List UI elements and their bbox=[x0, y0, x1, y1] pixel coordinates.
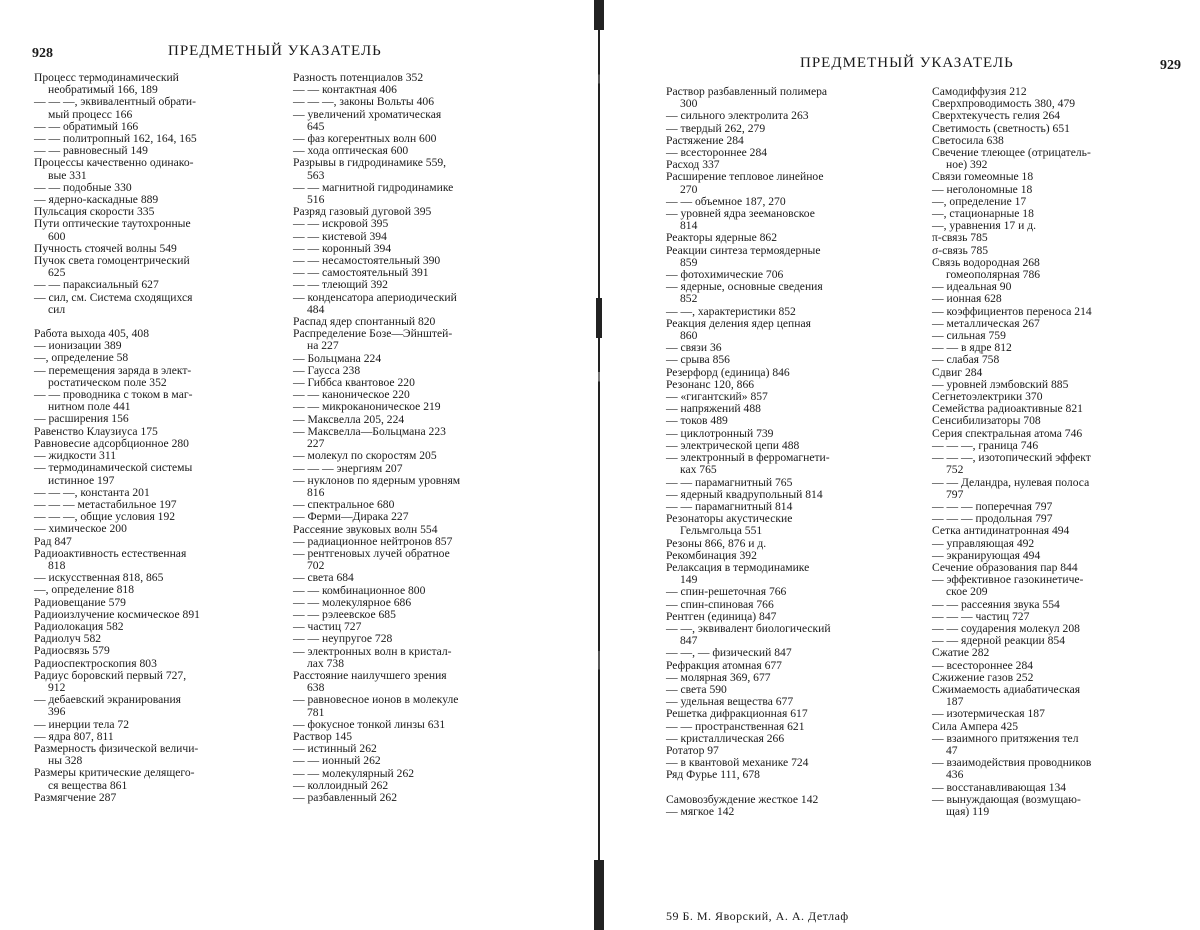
index-entry: Свечение тлеющее (отрицатель- bbox=[932, 146, 1091, 160]
index-entry: Светосила 638 bbox=[932, 133, 1004, 147]
index-entry-continuation: 797 bbox=[946, 487, 964, 501]
index-entry: Рекомбинация 392 bbox=[666, 548, 757, 562]
index-column-2 bbox=[932, 86, 1200, 818]
index-entry-continuation: 600 bbox=[48, 229, 66, 243]
index-entry: Раствор разбавленный полимера bbox=[666, 85, 828, 98]
index-entry: Размерность физической величи- bbox=[34, 741, 199, 755]
index-entry: — экранирующая 494 bbox=[932, 548, 1041, 562]
index-entry-continuation: 645 bbox=[307, 119, 325, 133]
index-entry: — уровней лэмбовский 885 bbox=[932, 377, 1069, 391]
index-entry-continuation: на 227 bbox=[307, 339, 339, 353]
index-entry: —, определение 818 bbox=[34, 583, 135, 597]
index-entry: — —, характеристики 852 bbox=[666, 304, 796, 318]
index-entry-continuation: 859 bbox=[680, 255, 698, 269]
index-entry: — — каноническое 220 bbox=[293, 388, 410, 402]
index-entry: — неголономные 18 bbox=[932, 182, 1033, 196]
index-entry: Серия спектральная атома 746 bbox=[932, 426, 1083, 440]
page-footer: 59 Б. М. Яворский, А. А. Детлаф bbox=[666, 909, 849, 923]
index-entry: Радиоизлучение космическое 891 bbox=[34, 607, 200, 621]
index-entry: Процесс термодинамический bbox=[34, 71, 179, 84]
index-entry: Процессы качественно одинако- bbox=[34, 156, 194, 170]
index-entry-continuation: 516 bbox=[307, 193, 325, 207]
index-entry-continuation: 484 bbox=[307, 302, 325, 316]
index-entry: —, стационарные 18 bbox=[932, 207, 1034, 221]
index-entry: Расширение тепловое линейное bbox=[666, 170, 824, 184]
index-entry: — — —, законы Вольты 406 bbox=[293, 95, 434, 109]
index-entry: — в квантовой механике 724 bbox=[666, 756, 809, 770]
index-entry-continuation: 860 bbox=[680, 329, 698, 343]
index-entry: —, уравнения 17 и д. bbox=[932, 219, 1036, 233]
index-entry: — — —, изотопический эффект bbox=[932, 451, 1091, 465]
index-entry-continuation: лах 738 bbox=[307, 656, 345, 670]
index-entry: — — — частиц 727 bbox=[932, 609, 1030, 623]
index-entry: — слабая 758 bbox=[932, 353, 1000, 367]
index-entry: Размеры критические делящего- bbox=[34, 766, 195, 780]
index-entry: — уровней ядра зеемановское bbox=[666, 207, 815, 221]
index-entry: Резоны 866, 876 и д. bbox=[666, 536, 767, 550]
index-entry: — эффективное газокинетиче- bbox=[932, 573, 1084, 587]
index-entry: — —, — физический 847 bbox=[666, 646, 792, 660]
index-entry: — ионная 628 bbox=[932, 292, 1002, 306]
index-entry-continuation: щая) 119 bbox=[946, 804, 990, 818]
index-entry: Радиоактивность естественная bbox=[34, 546, 187, 560]
index-entry: Сжатие 282 bbox=[932, 646, 990, 660]
index-entry: — искусственная 818, 865 bbox=[34, 571, 164, 585]
index-entry: — Гиббса квантовое 220 bbox=[293, 376, 415, 390]
index-entry-continuation: истинное 197 bbox=[48, 473, 115, 487]
index-entry: — — тлеющий 392 bbox=[293, 278, 388, 292]
index-entry: — сильного электролита 263 bbox=[666, 109, 809, 123]
index-entry: Сила Ампера 425 bbox=[932, 719, 1019, 733]
index-entry: Резонанс 120, 866 bbox=[666, 377, 755, 391]
index-entry: — ядерно-каскадные 889 bbox=[34, 193, 159, 207]
index-entry: — токов 489 bbox=[666, 414, 728, 428]
index-entry-continuation: ны 328 bbox=[48, 754, 83, 768]
index-entry: — электрической цепи 488 bbox=[666, 438, 800, 452]
index-entry: Светимость (светность) 651 bbox=[932, 121, 1070, 135]
index-entry: — ядра 807, 811 bbox=[34, 729, 114, 743]
index-entry: — — несамостоятельный 390 bbox=[293, 254, 441, 268]
index-entry-continuation: 816 bbox=[307, 485, 325, 499]
index-entry: — — рассеяния звука 554 bbox=[932, 597, 1060, 611]
index-entry: — химическое 200 bbox=[34, 522, 127, 536]
index-entry-continuation: 847 bbox=[680, 634, 698, 648]
index-column-1 bbox=[666, 86, 928, 818]
index-entry: — — объемное 187, 270 bbox=[666, 194, 786, 208]
index-entry: — ядерный квадрупольный 814 bbox=[666, 487, 823, 501]
index-entry: — радиационное нейтронов 857 bbox=[293, 534, 453, 548]
index-entry: Сегнетоэлектрики 370 bbox=[932, 390, 1043, 404]
left-page bbox=[0, 0, 590, 930]
index-entry: Сдвиг 284 bbox=[932, 365, 983, 379]
index-entry-continuation: 563 bbox=[307, 168, 325, 182]
index-entry: Резонаторы акустические bbox=[666, 512, 793, 526]
index-entry: — молекул по скоростям 205 bbox=[293, 449, 437, 463]
index-entry: — — комбинационное 800 bbox=[293, 583, 426, 597]
page-number: 929 bbox=[1160, 58, 1181, 73]
page-header: ПРЕДМЕТНЫЙ УКАЗАТЕЛЬ bbox=[168, 43, 382, 59]
index-entry: — — контактная 406 bbox=[293, 83, 397, 97]
index-entry: Равновесие адсорбционное 280 bbox=[34, 436, 189, 450]
index-entry: — — пространственная 621 bbox=[666, 719, 805, 733]
index-entry: — Максвелла—Больцмана 223 bbox=[293, 424, 446, 438]
index-entry: — расширения 156 bbox=[34, 412, 129, 426]
index-entry: — фокусное тонкой линзы 631 bbox=[293, 717, 446, 731]
index-entry: Расстояние наилучшего зрения bbox=[293, 668, 447, 682]
index-entry-continuation: 149 bbox=[680, 573, 698, 587]
index-entry: — — рэлеевское 685 bbox=[293, 607, 396, 621]
index-entry: — — неупругое 728 bbox=[293, 632, 393, 646]
index-entry-continuation: 187 bbox=[946, 695, 964, 709]
index-entry: — — — метастабильное 197 bbox=[34, 497, 177, 511]
index-entry: — —, эквивалент биологический bbox=[666, 621, 831, 635]
index-entry: — разбавленный 262 bbox=[293, 790, 398, 804]
index-entry: — перемещения заряда в элект- bbox=[34, 363, 192, 377]
index-entry: Раствор 145 bbox=[293, 729, 353, 743]
index-entry: Сенсибилизаторы 708 bbox=[932, 414, 1041, 428]
index-entry: — электронный в ферромагнети- bbox=[666, 451, 830, 465]
index-entry: — сил, см. Система сходящихся bbox=[34, 290, 193, 304]
index-entry: Распад ядер спонтанный 820 bbox=[293, 315, 436, 329]
index-entry: — спин-спиновая 766 bbox=[666, 597, 774, 611]
index-entry-continuation: гомеополярная 786 bbox=[946, 268, 1041, 282]
index-entry: — — — энергиям 207 bbox=[293, 461, 403, 475]
index-entry: — удельная вещества 677 bbox=[666, 695, 794, 709]
index-entry: — — коронный 394 bbox=[293, 241, 392, 255]
index-entry-continuation: 852 bbox=[680, 292, 698, 306]
index-entry: — — —, граница 746 bbox=[932, 438, 1039, 452]
index-entry: — света 684 bbox=[293, 571, 354, 585]
index-entry-continuation: ростатическом поле 352 bbox=[48, 375, 167, 389]
index-entry-continuation: вые 331 bbox=[48, 168, 87, 182]
index-entry-continuation: ках 765 bbox=[680, 463, 717, 477]
index-entry: Семейства радиоактивные 821 bbox=[932, 402, 1083, 416]
index-entry: — металлическая 267 bbox=[932, 316, 1040, 330]
index-entry: Реакция деления ядер цепная bbox=[666, 316, 811, 330]
index-entry: — рентгеновых лучей обратное bbox=[293, 546, 450, 560]
index-entry: — — ионный 262 bbox=[293, 754, 381, 768]
index-entry: — фотохимические 706 bbox=[666, 268, 784, 282]
index-entry: Рассеяние звуковых волн 554 bbox=[293, 522, 438, 536]
index-entry: Самовозбуждение жесткое 142 bbox=[666, 792, 819, 806]
index-entry-continuation: 781 bbox=[307, 705, 325, 719]
index-entry: — «гигантский» 857 bbox=[666, 390, 768, 404]
index-entry: Радиус боровский первый 727, bbox=[34, 668, 187, 682]
index-entry: — — искровой 395 bbox=[293, 217, 389, 231]
index-column-2 bbox=[293, 72, 561, 804]
index-entry: Работа выхода 405, 408 bbox=[34, 327, 149, 341]
index-entry: — управляющая 492 bbox=[932, 536, 1035, 550]
index-entry: Сечение образования пар 844 bbox=[932, 560, 1078, 574]
page-number: 928 bbox=[32, 46, 53, 61]
index-entry: — вынуждающая (возмущаю- bbox=[932, 792, 1081, 806]
index-entry: — истинный 262 bbox=[293, 742, 377, 756]
index-entry: — равновесное ионов в молекуле bbox=[293, 693, 459, 707]
index-entry: Радиолокация 582 bbox=[34, 619, 124, 633]
index-entry: — — политропный 162, 164, 165 bbox=[34, 132, 197, 146]
index-entry-continuation: 818 bbox=[48, 558, 66, 572]
page-header: ПРЕДМЕТНЫЙ УКАЗАТЕЛЬ bbox=[800, 55, 1014, 71]
index-entry: — молярная 369, 677 bbox=[666, 670, 771, 684]
index-entry: π-связь 785 bbox=[932, 231, 988, 245]
index-entry: — увеличений хроматическая bbox=[293, 107, 442, 121]
index-entry-continuation: мый процесс 166 bbox=[48, 107, 133, 121]
index-entry: —, определение 58 bbox=[34, 351, 129, 365]
entry-gap bbox=[666, 782, 928, 794]
index-entry: — Гаусса 238 bbox=[293, 363, 361, 377]
index-entry: Сетка антидинатронная 494 bbox=[932, 524, 1070, 538]
index-entry: Сверхпроводимость 380, 479 bbox=[932, 97, 1076, 111]
index-entry: — — — продольная 797 bbox=[932, 512, 1053, 526]
index-entry: Связи гомеомные 18 bbox=[932, 170, 1034, 184]
index-entry: Связь водородная 268 bbox=[932, 255, 1040, 269]
index-entry: Ротатор 97 bbox=[666, 743, 719, 757]
index-entry: — — молекулярное 686 bbox=[293, 595, 412, 609]
index-entry: Рефракция атомная 677 bbox=[666, 658, 782, 672]
index-entry: Равенство Клаузиуса 175 bbox=[34, 424, 158, 438]
index-entry: Пути оптические таутохронные bbox=[34, 217, 191, 231]
index-entry: — Больцмана 224 bbox=[293, 351, 382, 365]
index-entry: — восстанавливающая 134 bbox=[932, 780, 1067, 794]
index-entry-continuation: 912 bbox=[48, 680, 66, 694]
index-entry: — частиц 727 bbox=[293, 620, 362, 634]
index-entry: Рад 847 bbox=[34, 534, 72, 548]
index-entry: — — Деландра, нулевая полоса bbox=[932, 475, 1090, 489]
index-entry: — электронных волн в кристал- bbox=[293, 644, 452, 658]
index-entry: — фаз когерентных волн 600 bbox=[293, 132, 437, 146]
index-entry: — взаимного притяжения тел bbox=[932, 731, 1079, 745]
index-entry: — инерции тела 72 bbox=[34, 717, 129, 731]
index-entry: Резерфорд (единица) 846 bbox=[666, 365, 790, 379]
index-entry: — — параксиальный 627 bbox=[34, 278, 159, 292]
index-entry-continuation: 270 bbox=[680, 182, 698, 196]
index-entry: — — —, эквивалентный обрати- bbox=[34, 95, 197, 109]
index-entry-continuation: 300 bbox=[680, 97, 698, 111]
index-entry: — взаимодействия проводников bbox=[932, 756, 1092, 770]
index-entry-continuation: 752 bbox=[946, 463, 964, 477]
index-entry: — хода оптическая 600 bbox=[293, 144, 409, 158]
index-entry-continuation: 396 bbox=[48, 705, 66, 719]
index-entry: — конденсатора апериодический bbox=[293, 290, 457, 304]
index-entry: σ-связь 785 bbox=[932, 243, 989, 257]
index-entry: — изотермическая 187 bbox=[932, 707, 1045, 721]
index-entry-continuation: ное) 392 bbox=[946, 158, 988, 172]
index-entry: — — ядерной реакции 854 bbox=[932, 634, 1066, 648]
index-entry-continuation: 227 bbox=[307, 437, 325, 451]
index-entry: — — равновесный 149 bbox=[34, 144, 148, 158]
index-entry: — сильная 759 bbox=[932, 329, 1006, 343]
right-page bbox=[612, 0, 1200, 930]
index-entry: Сжижение газов 252 bbox=[932, 670, 1034, 684]
index-entry: — кристаллическая 266 bbox=[666, 731, 785, 745]
index-entry: — дебаевский экранирования bbox=[34, 693, 181, 707]
index-entry: Релаксация в термодинамике bbox=[666, 560, 810, 574]
index-entry: — — обратимый 166 bbox=[34, 119, 139, 133]
index-entry: Сжимаемость адиабатическая bbox=[932, 682, 1081, 696]
index-entry: —, определение 17 bbox=[932, 194, 1027, 208]
index-entry: Реакции синтеза термоядерные bbox=[666, 243, 821, 257]
index-entry: — — самостоятельный 391 bbox=[293, 266, 429, 280]
index-entry: Размягчение 287 bbox=[34, 790, 117, 804]
index-entry: — спин-решеточная 766 bbox=[666, 585, 787, 599]
index-entry: Пучность стоячей волны 549 bbox=[34, 241, 177, 255]
index-entry: — коллоидный 262 bbox=[293, 778, 389, 792]
index-entry-continuation: ся вещества 861 bbox=[48, 778, 128, 792]
index-entry: — спектральное 680 bbox=[293, 498, 395, 512]
index-entry: Растяжение 284 bbox=[666, 133, 744, 147]
index-entry: — жидкости 311 bbox=[34, 449, 117, 463]
index-entry: — — проводника с током в маг- bbox=[34, 388, 193, 402]
book-gutter bbox=[594, 0, 608, 930]
index-entry: — — —, константа 201 bbox=[34, 485, 150, 499]
index-entry: — света 590 bbox=[666, 682, 727, 696]
index-entry: — Максвелла 205, 224 bbox=[293, 412, 405, 426]
index-entry: — — микроканоническое 219 bbox=[293, 400, 441, 414]
index-entry: — — подобные 330 bbox=[34, 180, 132, 194]
index-entry: — термодинамической системы bbox=[34, 461, 193, 475]
index-entry-continuation: нитном поле 441 bbox=[48, 400, 131, 414]
index-entry: Ряд Фурье 111, 678 bbox=[666, 768, 760, 782]
index-entry-continuation: 47 bbox=[946, 743, 958, 757]
index-entry: — — — поперечная 797 bbox=[932, 499, 1053, 513]
index-entry: Радиолуч 582 bbox=[34, 632, 102, 646]
index-entry: — — магнитной гидродинамике bbox=[293, 180, 454, 194]
index-entry: Разряд газовый дуговой 395 bbox=[293, 205, 432, 219]
index-entry: Рентген (единица) 847 bbox=[666, 609, 777, 623]
index-entry: Разность потенциалов 352 bbox=[293, 71, 424, 84]
index-entry: Реакторы ядерные 862 bbox=[666, 231, 778, 245]
index-entry: — нуклонов по ядерным уровням bbox=[293, 473, 461, 487]
index-entry-continuation: необратимый 166, 189 bbox=[48, 83, 158, 97]
index-entry: Решетка дифракционная 617 bbox=[666, 707, 808, 721]
index-entry: — связи 36 bbox=[666, 341, 722, 355]
index-entry: Пучок света гомоцентрический bbox=[34, 254, 190, 268]
index-entry: — — —, общие условия 192 bbox=[34, 510, 176, 524]
index-entry-continuation: 436 bbox=[946, 768, 964, 782]
index-entry-continuation: 702 bbox=[307, 559, 325, 573]
index-column-1 bbox=[34, 72, 286, 804]
index-entry: Радиоспектроскопия 803 bbox=[34, 656, 157, 670]
index-entry-continuation: ское 209 bbox=[946, 585, 988, 599]
index-entry: Расход 337 bbox=[666, 158, 720, 172]
index-entry: — ядерные, основные сведения bbox=[666, 280, 823, 294]
index-entry: — срыва 856 bbox=[666, 353, 730, 367]
index-entry-continuation: Гельмгольца 551 bbox=[680, 524, 763, 538]
index-entry: — ионизации 389 bbox=[34, 339, 122, 353]
index-entry: — циклотронный 739 bbox=[666, 426, 774, 440]
index-entry: — коэффициентов переноса 214 bbox=[932, 304, 1092, 318]
index-entry: — Ферми—Дирака 227 bbox=[293, 510, 409, 524]
index-entry-continuation: 625 bbox=[48, 266, 66, 280]
index-entry: Разрывы в гидродинамике 559, bbox=[293, 156, 447, 170]
index-entry: — — молекулярный 262 bbox=[293, 766, 415, 780]
index-entry: — — парамагнитный 765 bbox=[666, 475, 793, 489]
index-entry-continuation: 814 bbox=[680, 219, 698, 233]
index-entry: — — кистевой 394 bbox=[293, 229, 387, 243]
index-entry: Сверхтекучесть гелия 264 bbox=[932, 109, 1061, 123]
index-entry-continuation: сил bbox=[48, 302, 66, 316]
index-entry: Радиовещание 579 bbox=[34, 595, 126, 609]
index-entry: — напряжений 488 bbox=[666, 402, 761, 416]
index-entry: — — соударения молекул 208 bbox=[932, 621, 1080, 635]
index-entry: Самодиффузия 212 bbox=[932, 85, 1027, 98]
index-entry-continuation: 638 bbox=[307, 681, 325, 695]
index-entry: Радиосвязь 579 bbox=[34, 644, 110, 658]
index-entry: — твердый 262, 279 bbox=[666, 121, 766, 135]
index-entry: — — в ядре 812 bbox=[932, 341, 1012, 355]
index-entry: — — парамагнитный 814 bbox=[666, 499, 793, 513]
index-entry: — всестороннее 284 bbox=[932, 658, 1034, 672]
index-entry: — идеальная 90 bbox=[932, 280, 1012, 294]
index-entry: Распределение Бозе—Эйнштей- bbox=[293, 327, 453, 341]
index-entry: Пульсация скорости 335 bbox=[34, 205, 155, 219]
index-entry: — мягкое 142 bbox=[666, 804, 735, 818]
index-entry: — всестороннее 284 bbox=[666, 146, 768, 160]
